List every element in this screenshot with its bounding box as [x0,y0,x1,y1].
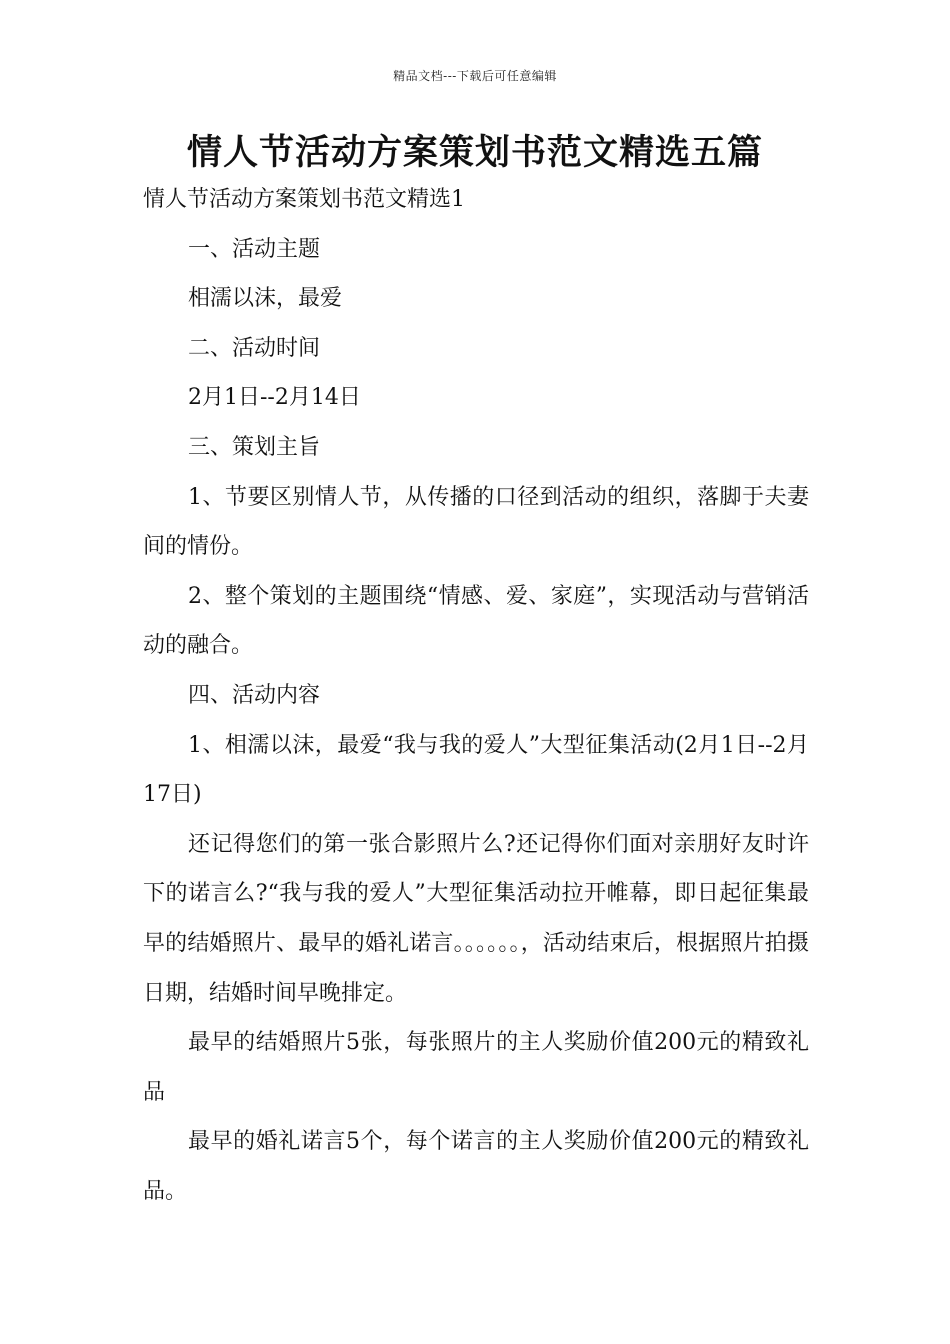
page-header: 精品文档---下载后可任意编辑 [393,69,557,83]
paragraph: 三、策划主旨 [188,434,321,460]
paragraph: 1、节要区别情人节，从传播的口径到活动的组织，落脚于夫妻间的情份。 [143,484,809,560]
paragraph: 最早的结婚照片5张，每张照片的主人奖励价值200元的精致礼品 [143,1030,809,1105]
document-body [143,175,809,1216]
paragraph: 相濡以沫，最爱 [188,286,343,312]
paragraph: 还记得您们的第一张合影照片么?还记得你们面对亲朋好友时许下的诺言么?“我与我的爱人”大型征集活动拉开帷幕，即日起征集最早的结婚照片、最早的婚礼诺言。。。。。。，活动结束后，根据照片拍摄日期，结婚时间早晚排定。 [143,831,809,1006]
section-heading: 情人节活动方案策划书范文精选1 [143,187,465,212]
paragraph: 1、相濡以沫，最爱“我与我的爱人”大型征集活动(2月1日--2月17日) [143,732,809,808]
paragraph: 二、活动时间 [188,335,321,361]
paragraph: 2、整个策划的主题围绕“情感、爱、家庭”，实现活动与营销活动的融合。 [143,583,809,659]
paragraph: 2月1日--2月14日 [188,385,361,411]
paragraph: 最早的婚礼诺言5个，每个诺言的主人奖励价值200元的精致礼品。 [143,1129,809,1204]
paragraph: 四、活动内容 [188,682,321,708]
paragraph: 一、活动主题 [188,236,321,262]
document-title: 情人节活动方案策划书范文精选五篇 [186,132,763,173]
